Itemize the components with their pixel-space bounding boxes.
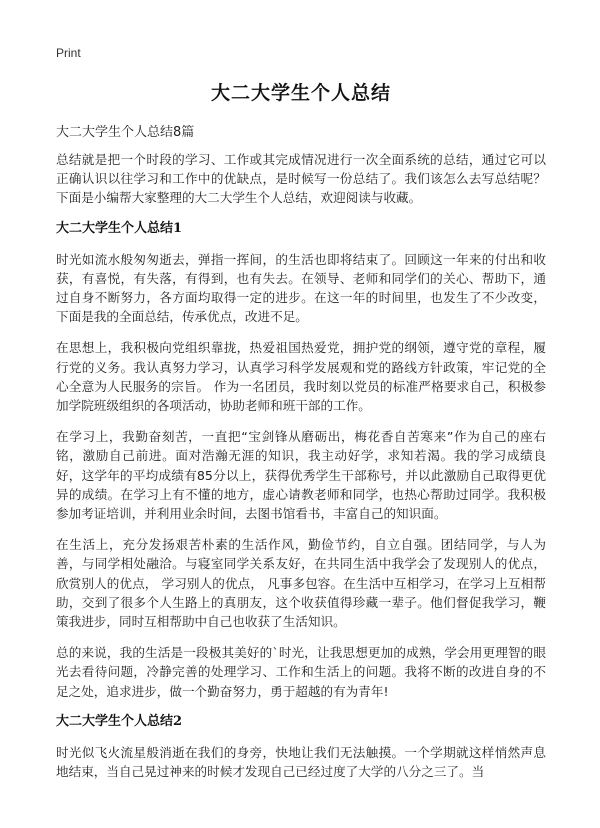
section-heading-2: 大二大学生个人总结2 xyxy=(56,713,183,729)
section-1-paragraph-5: 总的来说，我的生活是一段极其美好的`时光，让我思想更加的成熟，学会用更理智的眼光去看待问题，冷静完善的处理学习、工作和生活上的问题。我将不断的改进自身的不足之处，追求进步，做一个勤奋努力，勇于超越的有为青年! xyxy=(56,645,546,699)
document-body xyxy=(56,150,546,793)
section-1-paragraph-4: 在生活上，充分发扬艰苦朴素的生活作风，勤俭节约，自立自强。团结同学，与人为善，与同学相处融洽。与寝室同学关系友好，在共同生活中我学会了发现别人的优点， 欣赏别人的优点， 学习别人的优点， 凡事多包容。在生活中互相学习，在学习上互相帮助，交到了很多个人生路上的真朋友，这个收获值得珍藏一辈子。他们督促我学习，鞭策我进步，同时互相帮助中自己也收获了生活知识。 xyxy=(56,537,546,630)
document-subtitle: 大二大学生个人总结8篇 xyxy=(56,125,195,140)
print-link[interactable]: Print xyxy=(56,46,81,60)
section-1-paragraph-1: 时光如流水般匆匆逝去，弹指一挥间，的生活也即将结束了。回顾这一年来的付出和收获，有喜悦，有失落，有得到，也有失去。在领导、老师和同学们的关心、帮助下，通过自身不断努力，各方面均取得一定的进步。在这一年的时间里，也发生了不少改变，下面是我的全面总结，传承优点，改进不足。 xyxy=(56,251,546,325)
intro-paragraph: 总结就是把一个时段的学习、工作或其完成情况进行一次全面系统的总结，通过它可以正确认识以往学习和工作中的优缺点，是时候写一份总结了。我们该怎么去写总结呢？下面是小编帮大家整理的大二大学生个人总结，欢迎阅读与收藏。 xyxy=(56,152,546,206)
section-heading-1: 大二大学生个人总结1 xyxy=(56,220,183,236)
section-1-paragraph-2: 在思想上，我积极向党组织靠拢，热爱祖国热爱党，拥护党的纲领，遵守党的章程，履行党的义务。我认真努力学习，认真学习科学发展观和党的路线方针政策，牢记党的全心全意为人民服务的宗旨。 作为一名团员，我时刻以党员的标准严格要求自己，积极参加学院班级组织的各项活动，协助老师和班干部的工作。 xyxy=(56,340,546,414)
section-2-paragraph-1: 时光似飞火流星般消逝在我们的身旁，快地让我们无法触摸。一个学期就这样悄然声息地结束，当自己晃过神来的时候才发现自己已经过度了大学的八分之三了。当 xyxy=(56,744,546,780)
section-1-paragraph-3: 在学习上，我勤奋刻苦，一直把“宝剑锋从磨砺出，梅花香自苦寒来”作为自己的座右铭，激励自己前进。面对浩瀚无涯的知识，我主动好学，求知若渴。我的学习成绩良好，这学年的平均成绩有85分以上，获得优秀学生干部称号，并以此激励自己取得更优异的成绩。在学习上有不懂的地方，虚心请教老师和同学，也热心帮助过同学。我积极参加考证培训，并利用业余时间，去图书馆看书，丰富自己的知识面。 xyxy=(56,429,546,522)
document-title: 大二大学生个人总结 xyxy=(210,82,391,104)
